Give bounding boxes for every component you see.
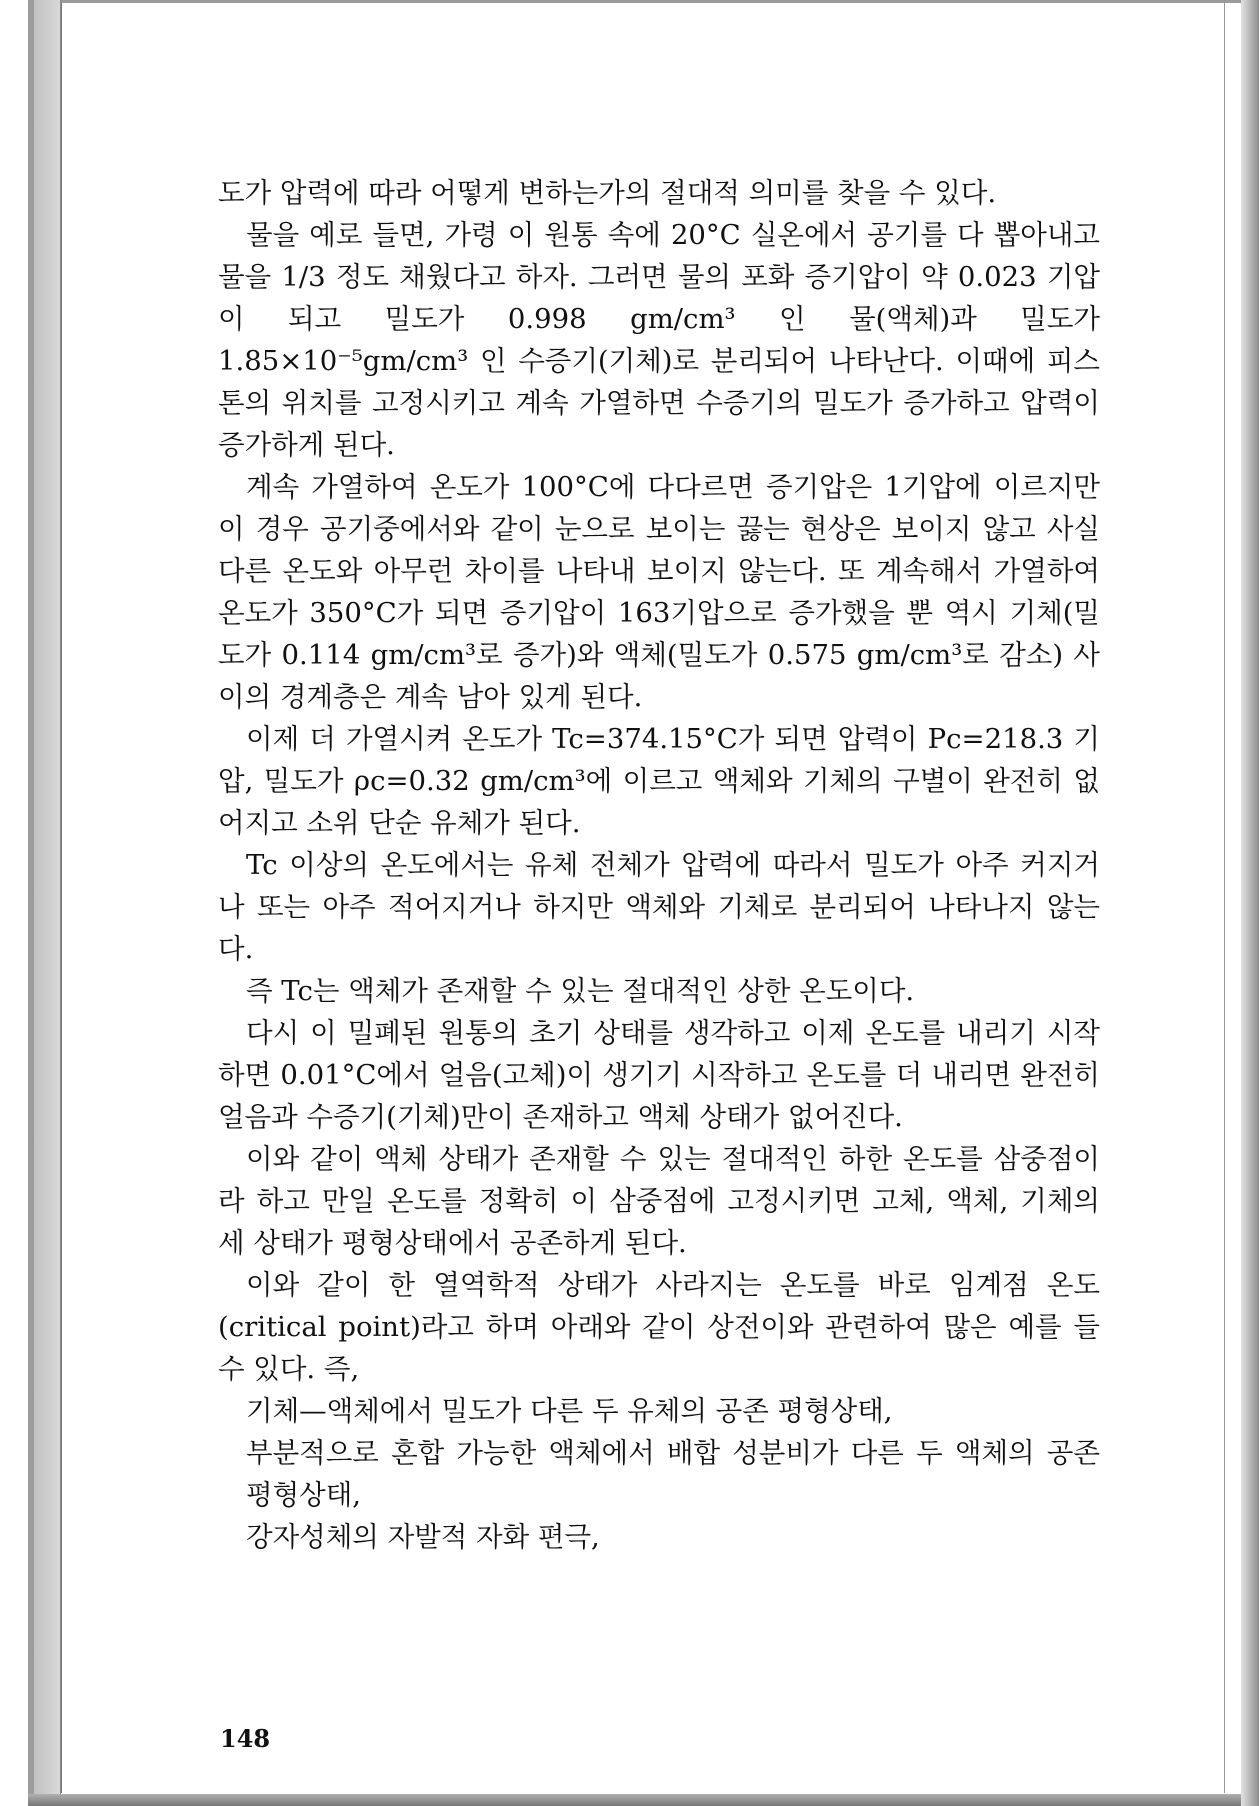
page-number: 148 [220,1724,271,1753]
list-item: 부분적으로 혼합 가능한 액체에서 배합 성분비가 다른 두 액체의 공존 평형상태, [246,1437,1100,1511]
paragraph: 다시 이 밀폐된 원통의 초기 상태를 생각하고 이제 온도를 내리기 시작하면 0.01°C에서 얼음(고체)이 생기기 시작하고 온도를 더 내리면 완전히 얼음과 수증기(기체)만이 존재하고 액체 상태가 없어진다. [218,1017,1100,1133]
paragraph: 도가 압력에 따라 어떻게 변하는가의 절대적 의미를 찾을 수 있다. [218,177,997,209]
book-bottom-edge [28,1794,1241,1806]
paragraph: 물을 예로 들면, 가령 이 원통 속에 20°C 실온에서 공기를 다 뽑아내고 물을 1/3 정도 채웠다고 하자. 그러면 물의 포화 증기압이 약 0.023 기압이 되고 밀도가 0.998 gm/cm³ 인 물(액체)과 밀도가 1.85×10⁻⁵gm/cm³ 인 수증기(기체)로 분리되어 나타난다. 이때에 피스톤의 위치를 고정시키고 계속 가열하면 수증기의 밀도가 증가하고 압력이 증가하게 된다. [218,219,1100,461]
paragraph: 즉 Tc는 액체가 존재할 수 있는 절대적인 상한 온도이다. [246,975,915,1007]
paragraph: 이와 같이 한 열역학적 상태가 사라지는 온도를 바로 임계점 온도(critical point)라고 하며 아래와 같이 상전이와 관련하여 많은 예를 들 수 있다. 즉, [218,1269,1100,1385]
body-text [218,172,1100,1558]
paragraph: 이와 같이 액체 상태가 존재할 수 있는 절대적인 하한 온도를 삼중점이라 하고 만일 온도를 정확히 이 삼중점에 고정시키면 고체, 액체, 기체의 세 상태가 평형상태에서 공존하게 된다. [218,1143,1100,1259]
paragraph: Tc 이상의 온도에서는 유체 전체가 압력에 따라서 밀도가 아주 커지거나 또는 아주 적어지거나 하지만 액체와 기체로 분리되어 나타나지 않는다. [218,849,1100,965]
critical-point-examples-list [218,1390,1100,1558]
paragraph: 계속 가열하여 온도가 100°C에 다다르면 증기압은 1기압에 이르지만 이 경우 공기중에서와 같이 눈으로 보이는 끓는 현상은 보이지 않고 사실 다른 온도와 아무런 차이를 나타내 보이지 않는다. 또 계속해서 가열하여 온도가 350°C가 되면 증기압이 163기압으로 증가했을 뿐 역시 기체(밀도가 0.114 gm/cm³로 증가)와 액체(밀도가 0.575 gm/cm³로 감소) 사이의 경계층은 계속 남아 있게 된다. [218,471,1100,713]
list-item: 기체—액체에서 밀도가 다른 두 유체의 공존 평형상태, [246,1395,893,1427]
list-item: 강자성체의 자발적 자화 편극, [246,1521,600,1553]
book-right-edge [1241,0,1259,1806]
paragraph: 이제 더 가열시켜 온도가 Tc=374.15°C가 되면 압력이 Pc=218.3 기압, 밀도가 ρc=0.32 gm/cm³에 이르고 액체와 기체의 구별이 완전히 없어지고 소위 단순 유체가 된다. [218,723,1100,839]
book-left-edge [28,0,61,1806]
